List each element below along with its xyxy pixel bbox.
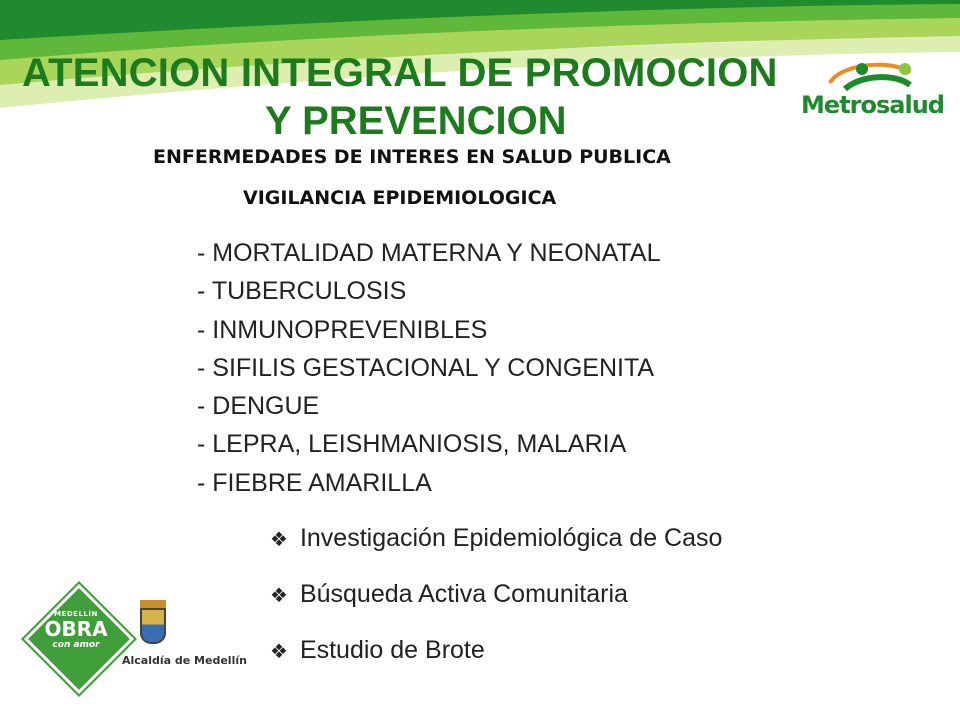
- diamond-bullet-icon: ❖: [270, 641, 288, 663]
- disease-item: - DENGUE: [197, 392, 320, 421]
- action-label: Estudio de Brote: [299, 636, 485, 664]
- action-label: Búsqueda Activa Comunitaria: [299, 580, 628, 608]
- disease-list: [197, 234, 661, 502]
- medellin-partner-logos: [22, 580, 247, 690]
- title-line-2: Y PREVENCION: [265, 99, 567, 143]
- medellin-obra-badge: [32, 592, 120, 680]
- title-line-1: ATENCION INTEGRAL DE PROMOCION: [22, 51, 778, 95]
- action-list: [270, 524, 722, 692]
- badge-line-1: MEDELLÍN: [54, 610, 98, 618]
- crest-crown-icon: [140, 600, 166, 608]
- metrosalud-logo-icon: [800, 55, 945, 95]
- badge-text: [32, 610, 120, 650]
- diamond-bullet-icon: ❖: [270, 585, 288, 607]
- disease-item: - MORTALIDAD MATERNA Y NEONATAL: [197, 239, 661, 267]
- alcaldia-label: Alcaldía de Medellín: [122, 654, 247, 667]
- disease-item: - FIEBRE AMARILLA: [197, 468, 432, 497]
- metrosalud-logo-text: Metrosalud: [801, 91, 944, 119]
- diamond-bullet-icon: ❖: [270, 529, 288, 551]
- metrosalud-logo: [800, 55, 945, 135]
- disease-item: - TUBERCULOSIS: [197, 277, 407, 306]
- badge-line-2: OBRA: [44, 617, 108, 641]
- medellin-crest-icon: [140, 608, 166, 644]
- action-item: [270, 580, 722, 636]
- subtitle-vigilancia: VIGILANCIA EPIDEMIOLOGICA: [243, 187, 557, 209]
- action-item: [270, 524, 722, 580]
- badge-line-3: con amor: [52, 640, 100, 650]
- subtitle-interes: ENFERMEDADES DE INTERES EN SALUD PUBLICA: [153, 146, 671, 168]
- disease-item: - INMUNOPREVENIBLES: [197, 315, 488, 344]
- action-label: Investigación Epidemiológica de Caso: [299, 524, 723, 552]
- disease-item: - SIFILIS GESTACIONAL Y CONGENITA: [197, 353, 655, 382]
- disease-item: - LEPRA, LEISHMANIOSIS, MALARIA: [197, 430, 627, 459]
- action-item: [270, 636, 722, 692]
